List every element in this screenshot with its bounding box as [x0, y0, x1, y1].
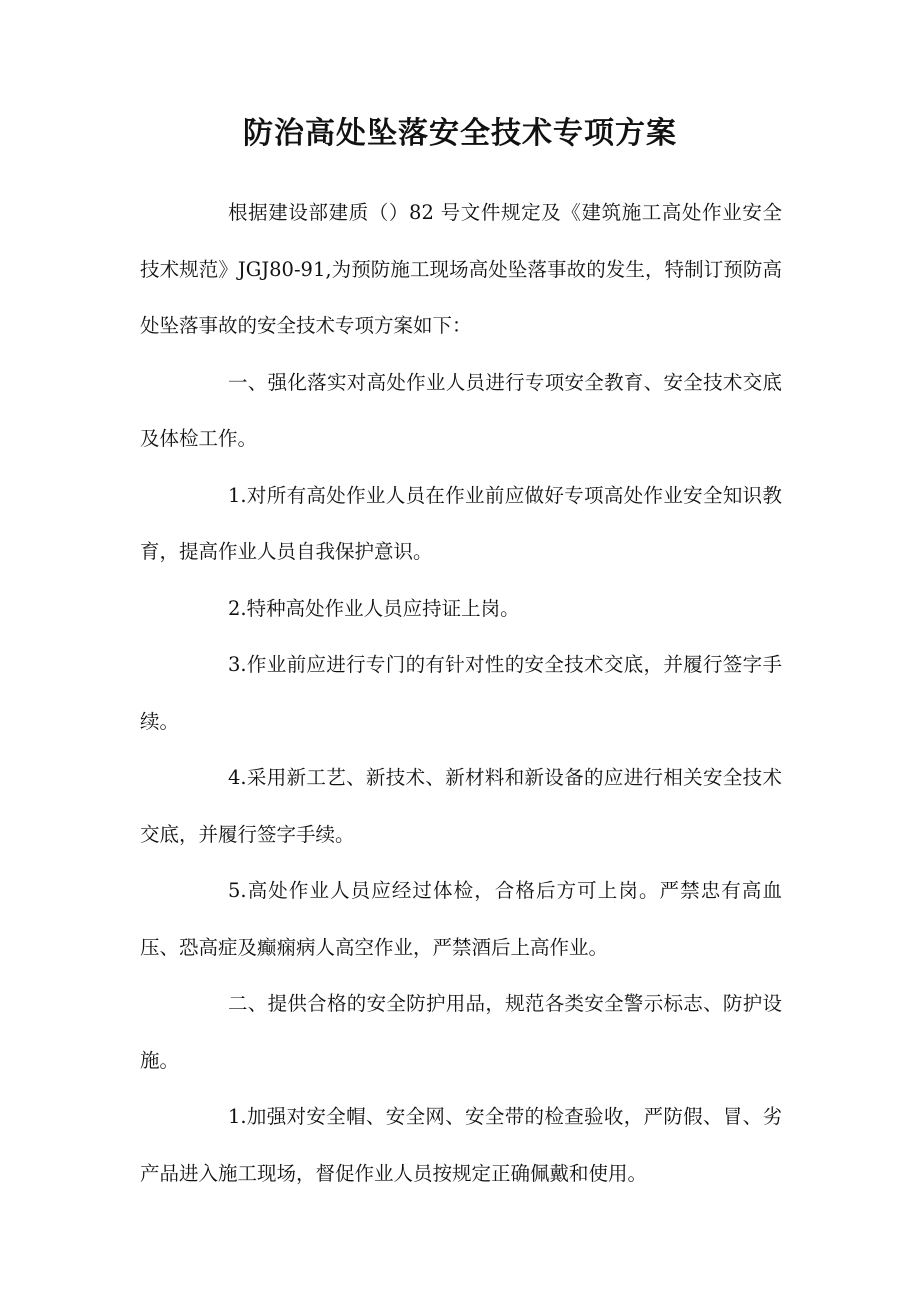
list-item: 5.高处作业人员应经过体检，合格后方可上岗。严禁忠有高血压、恐高症及癫痫病人高空作业，严禁酒后上高作业。 [140, 879, 782, 959]
list-item: 1.对所有高处作业人员在作业前应做好专项高处作业安全知识教育，提高作业人员自我保护意识。 [140, 483, 782, 563]
list-item: 3.作业前应进行专门的有针对性的安全技术交底，并履行签字手续。 [140, 653, 782, 733]
list-item: 1.加强对安全帽、安全网、安全带的检查验收，严防假、冒、劣产品进入施工现场，督促作业人员按规定正确佩戴和使用。 [140, 1105, 782, 1185]
document-title: 防治高处坠落安全技术专项方案 [243, 116, 677, 151]
document-body [140, 185, 782, 1202]
list-item: 4.采用新工艺、新技术、新材料和新设备的应进行相关安全技术交底，并履行签字手续。 [140, 766, 782, 846]
list-item: 2.特种高处作业人员应持证上岗。 [228, 596, 520, 620]
paragraph-intro: 根据建设部建质（）82 号文件规定及《建筑施工高处作业安全技术规范》JGJ80-91,为预防施工现场高处坠落事故的发生，特制订预防高处坠落事故的安全技术专项方案如下： [140, 201, 782, 337]
section-heading-1: 一、强化落实对高处作业人员进行专项安全教育、安全技术交底及体检工作。 [140, 370, 782, 450]
section-heading-2: 二、提供合格的安全防护用品，规范各类安全警示标志、防护设施。 [140, 992, 782, 1072]
